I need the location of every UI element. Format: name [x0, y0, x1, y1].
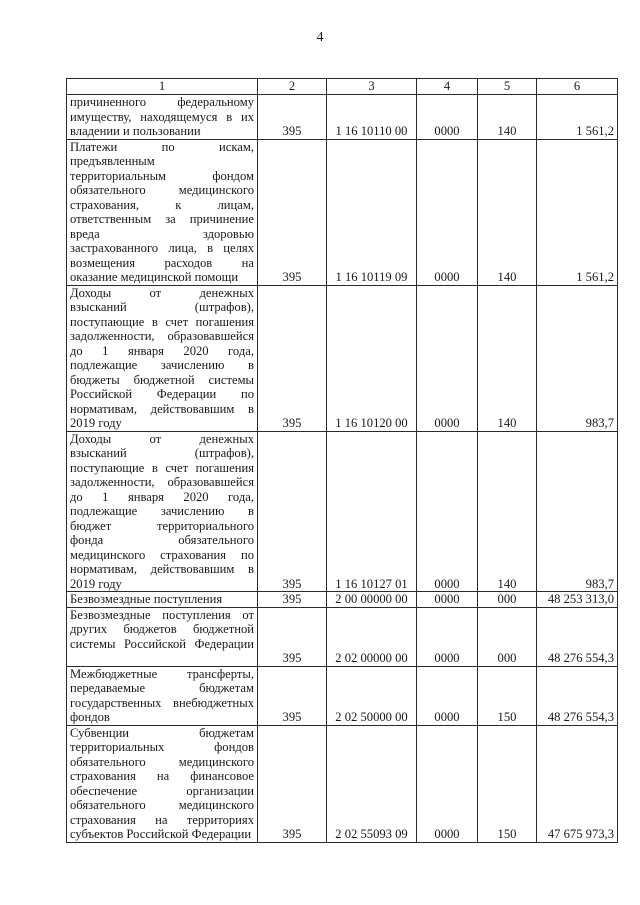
description-line: Межбюджетные трансферты, — [70, 666, 254, 681]
table-row — [67, 139, 618, 285]
column-header-6: 6 — [537, 79, 618, 95]
admin-code-cell: 395 — [258, 666, 327, 725]
revenue-table — [66, 78, 618, 843]
description-line: 2019 году — [70, 416, 122, 430]
revenue-code-cell: 1 16 10127 01 — [327, 431, 417, 592]
revenue-code-cell: 1 16 10119 09 — [327, 139, 417, 285]
description-line: обязательного медицинского — [70, 754, 254, 769]
amount-cell: 983,7 — [537, 285, 618, 431]
revenue-code-cell: 1 16 10110 00 — [327, 95, 417, 140]
description-line: территориальным фондом — [70, 168, 254, 183]
description-line: фондов — [70, 710, 110, 724]
subtype-code-cell: 0000 — [417, 666, 478, 725]
description-cell — [67, 95, 258, 140]
description-line: обеспечение организации — [70, 783, 254, 798]
description-line: причиненного федеральному — [70, 95, 254, 109]
description-line: Безвозмездные поступления от — [70, 607, 254, 622]
subtype-code-cell: 0000 — [417, 285, 478, 431]
description-line: других бюджетов бюджетной — [70, 622, 254, 636]
column-number-row — [67, 79, 618, 95]
description-line: страхования на территориях — [70, 812, 254, 827]
admin-code-cell: 395 — [258, 95, 327, 140]
classification-code-cell: 140 — [478, 285, 537, 431]
description-cell — [67, 139, 258, 285]
description-line: Платежи по искам, — [70, 139, 254, 154]
description-line: фонда обязательного — [70, 533, 254, 547]
table-row — [67, 285, 618, 431]
description-line: системы Российской Федерации — [70, 636, 254, 651]
description-line: страхования на финансовое — [70, 769, 254, 783]
description-cell — [67, 285, 258, 431]
amount-cell: 1 561,2 — [537, 139, 618, 285]
description-line: возмещения расходов на — [70, 255, 254, 270]
description-line: Российской Федерации по — [70, 387, 254, 401]
amount-cell: 1 561,2 — [537, 95, 618, 140]
classification-code-cell: 140 — [478, 95, 537, 140]
description-line: Доходы от денежных — [70, 431, 254, 446]
description-line: медицинского страхования по — [70, 547, 254, 562]
description-line: обязательного медицинского — [70, 798, 254, 812]
description-line: 2019 году — [70, 576, 122, 591]
revenue-code-cell: 2 02 55093 09 — [327, 725, 417, 842]
description-line: бюджеты бюджетной системы — [70, 372, 254, 387]
description-line: передаваемые бюджетам — [70, 681, 254, 695]
revenue-code-cell: 2 00 00000 00 — [327, 592, 417, 608]
column-header-4: 4 — [417, 79, 478, 95]
description-line: предъявленным — [70, 154, 155, 168]
table-row — [67, 95, 618, 140]
description-line: вреда здоровью — [70, 226, 254, 241]
admin-code-cell: 395 — [258, 285, 327, 431]
classification-code-cell: 000 — [478, 607, 537, 666]
description-line: до 1 января 2020 года, — [70, 343, 254, 358]
amount-cell: 47 675 973,3 — [537, 725, 618, 842]
description-line: застрахованного лица, в целях — [70, 241, 254, 255]
subtype-code-cell: 0000 — [417, 95, 478, 140]
column-header-2: 2 — [258, 79, 327, 95]
subtype-code-cell: 0000 — [417, 431, 478, 592]
amount-cell: 48 253 313,0 — [537, 592, 618, 608]
description-line: территориальных фондов — [70, 740, 254, 754]
description-line: поступающие в счет погашения — [70, 314, 254, 329]
description-cell — [67, 592, 258, 608]
description-cell — [67, 666, 258, 725]
table-row — [67, 592, 618, 608]
description-line: нормативам, действовавшим в — [70, 562, 254, 576]
description-cell — [67, 725, 258, 842]
description-line: бюджет территориального — [70, 518, 254, 533]
classification-code-cell: 000 — [478, 592, 537, 608]
admin-code-cell: 395 — [258, 139, 327, 285]
description-line: субъектов Российской Федерации — [70, 827, 252, 841]
description-line: задолженности, образовавшейся — [70, 475, 254, 489]
description-line: до 1 января 2020 года, — [70, 489, 254, 504]
admin-code-cell: 395 — [258, 607, 327, 666]
amount-cell: 48 276 554,3 — [537, 666, 618, 725]
classification-code-cell: 140 — [478, 431, 537, 592]
admin-code-cell: 395 — [258, 431, 327, 592]
amount-cell: 983,7 — [537, 431, 618, 592]
amount-cell: 48 276 554,3 — [537, 607, 618, 666]
page-number: 4 — [316, 30, 324, 45]
classification-code-cell: 150 — [478, 725, 537, 842]
description-line: ответственным за причинение — [70, 212, 254, 226]
table-row — [67, 431, 618, 592]
description-line: обязательного медицинского — [70, 183, 254, 197]
description-line: подлежащие зачислению в — [70, 504, 254, 518]
description-line: Субвенции бюджетам — [70, 725, 254, 740]
description-line: Безвозмездные поступления — [70, 592, 223, 606]
description-line: взысканий (штрафов), — [70, 446, 254, 460]
admin-code-cell: 395 — [258, 592, 327, 608]
subtype-code-cell: 0000 — [417, 139, 478, 285]
description-line: задолженности, образовавшейся — [70, 329, 254, 343]
description-line: подлежащие зачислению в — [70, 358, 254, 372]
admin-code-cell: 395 — [258, 725, 327, 842]
revenue-code-cell: 1 16 10120 00 — [327, 285, 417, 431]
description-line: государственных внебюджетных — [70, 695, 254, 710]
description-line: нормативам, действовавшим в — [70, 401, 254, 416]
classification-code-cell: 140 — [478, 139, 537, 285]
table-row — [67, 666, 618, 725]
description-line: страхования, к лицам, — [70, 197, 254, 212]
table-row — [67, 725, 618, 842]
subtype-code-cell: 0000 — [417, 592, 478, 608]
revenue-code-cell: 2 02 00000 00 — [327, 607, 417, 666]
column-header-5: 5 — [478, 79, 537, 95]
revenue-code-cell: 2 02 50000 00 — [327, 666, 417, 725]
description-line: владении и пользовании — [70, 124, 201, 138]
description-line: взысканий (штрафов), — [70, 300, 254, 314]
description-line: оказание медицинской помощи — [70, 270, 239, 284]
description-cell — [67, 607, 258, 666]
description-line — [70, 651, 254, 666]
description-line: Доходы от денежных — [70, 285, 254, 300]
column-header-3: 3 — [327, 79, 417, 95]
table-row — [67, 607, 618, 666]
classification-code-cell: 150 — [478, 666, 537, 725]
description-line: имуществу, находящемуся в их — [70, 109, 254, 124]
subtype-code-cell: 0000 — [417, 725, 478, 842]
description-cell — [67, 431, 258, 592]
subtype-code-cell: 0000 — [417, 607, 478, 666]
column-header-1: 1 — [67, 79, 258, 95]
description-line: поступающие в счет погашения — [70, 460, 254, 475]
